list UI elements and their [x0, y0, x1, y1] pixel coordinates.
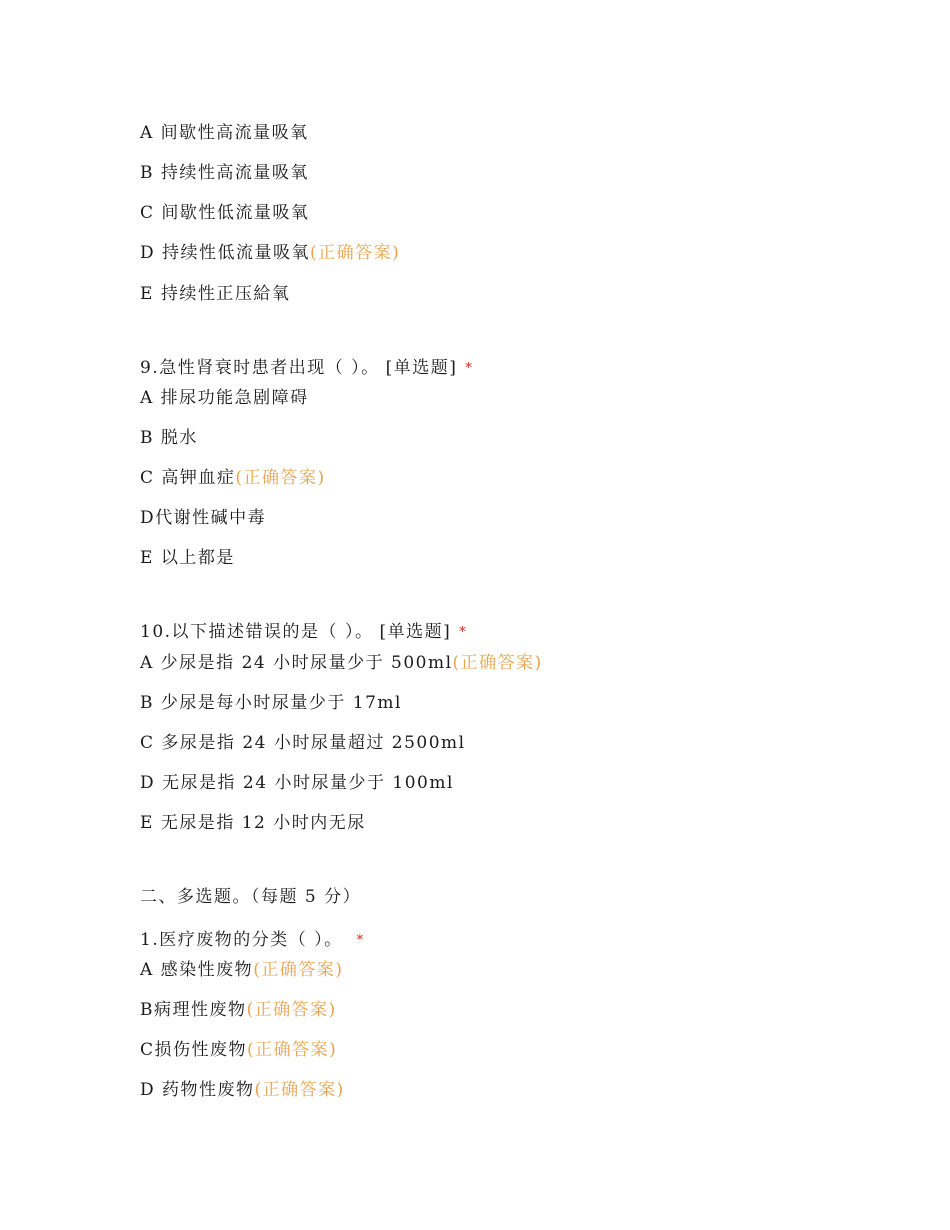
option-q10-a: [140, 652, 543, 674]
option-m1-a: [140, 959, 343, 981]
option-m1-b: [140, 999, 337, 1021]
option-text: B病理性废物: [140, 1000, 247, 1020]
option-text: B 持续性高流量吸氧: [140, 163, 309, 183]
option-q10-e: [140, 812, 366, 834]
option-q8-b: [140, 162, 309, 184]
option-text: E 持续性正压給氧: [140, 284, 291, 304]
correct-answer-label: (正确答案): [253, 960, 344, 980]
option-text: B 脱水: [140, 428, 198, 448]
option-q8-a: [140, 122, 309, 144]
correct-answer-label: (正确答案): [235, 468, 326, 488]
option-text: D 药物性废物: [140, 1080, 255, 1100]
required-asterisk: *: [459, 625, 468, 640]
option-q10-b: [140, 692, 402, 714]
correct-answer-label: (正确答案): [246, 1000, 337, 1020]
option-text: C 高钾血症: [140, 468, 236, 488]
option-m1-d: [140, 1079, 345, 1101]
option-text: C 多尿是指 24 小时尿量超过 2500ml: [140, 733, 466, 753]
option-text: E 无尿是指 12 小时内无尿: [140, 813, 366, 833]
option-text: C损伤性废物: [140, 1040, 248, 1060]
question-title-text: 10.以下描述错误的是（ ）。: [140, 622, 374, 642]
question-type-label: [单选题]: [379, 622, 452, 642]
question-title-text: 9.急性肾衰时患者出现（ ）。: [140, 358, 380, 378]
required-asterisk: *: [356, 933, 365, 948]
option-text: D代谢性碱中毒: [140, 508, 267, 528]
required-asterisk: *: [465, 361, 474, 376]
option-text: A 间歇性高流量吸氧: [140, 123, 309, 143]
question-10-title: [140, 621, 467, 645]
section-heading-text: 二、多选题。（每题 5 分）: [140, 887, 362, 907]
option-q9-a: [140, 387, 309, 409]
option-q9-d: [140, 507, 266, 529]
option-text: B 少尿是每小时尿量少于 17ml: [140, 693, 402, 713]
option-q8-c: [140, 202, 309, 224]
option-text: D 持续性低流量吸氧: [140, 243, 311, 263]
option-q8-e: [140, 283, 290, 305]
option-q9-e: [140, 547, 235, 569]
option-q9-c: [140, 467, 326, 489]
question-title-text: 1.医疗废物的分类（ ）。: [140, 930, 343, 950]
question-type-label: [单选题]: [385, 358, 458, 378]
option-text: A 排尿功能急剧障碍: [140, 388, 309, 408]
question-m1-title: [140, 929, 365, 953]
question-9-title: [140, 357, 473, 381]
option-text: A 少尿是指 24 小时尿量少于 500ml: [140, 653, 453, 673]
option-q9-b: [140, 427, 198, 449]
correct-answer-label: (正确答案): [310, 243, 401, 263]
option-text: E 以上都是: [140, 548, 235, 568]
correct-answer-label: (正确答案): [254, 1080, 345, 1100]
option-q8-d: [140, 242, 400, 264]
option-text: A 感染性废物: [140, 960, 254, 980]
option-q10-d: [140, 772, 454, 794]
correct-answer-label: (正确答案): [247, 1040, 338, 1060]
correct-answer-label: (正确答案): [452, 653, 543, 673]
section-heading: [140, 886, 361, 908]
option-text: C 间歇性低流量吸氧: [140, 203, 310, 223]
option-m1-c: [140, 1039, 337, 1061]
option-q10-c: [140, 732, 466, 754]
option-text: D 无尿是指 24 小时尿量少于 100ml: [140, 773, 454, 793]
